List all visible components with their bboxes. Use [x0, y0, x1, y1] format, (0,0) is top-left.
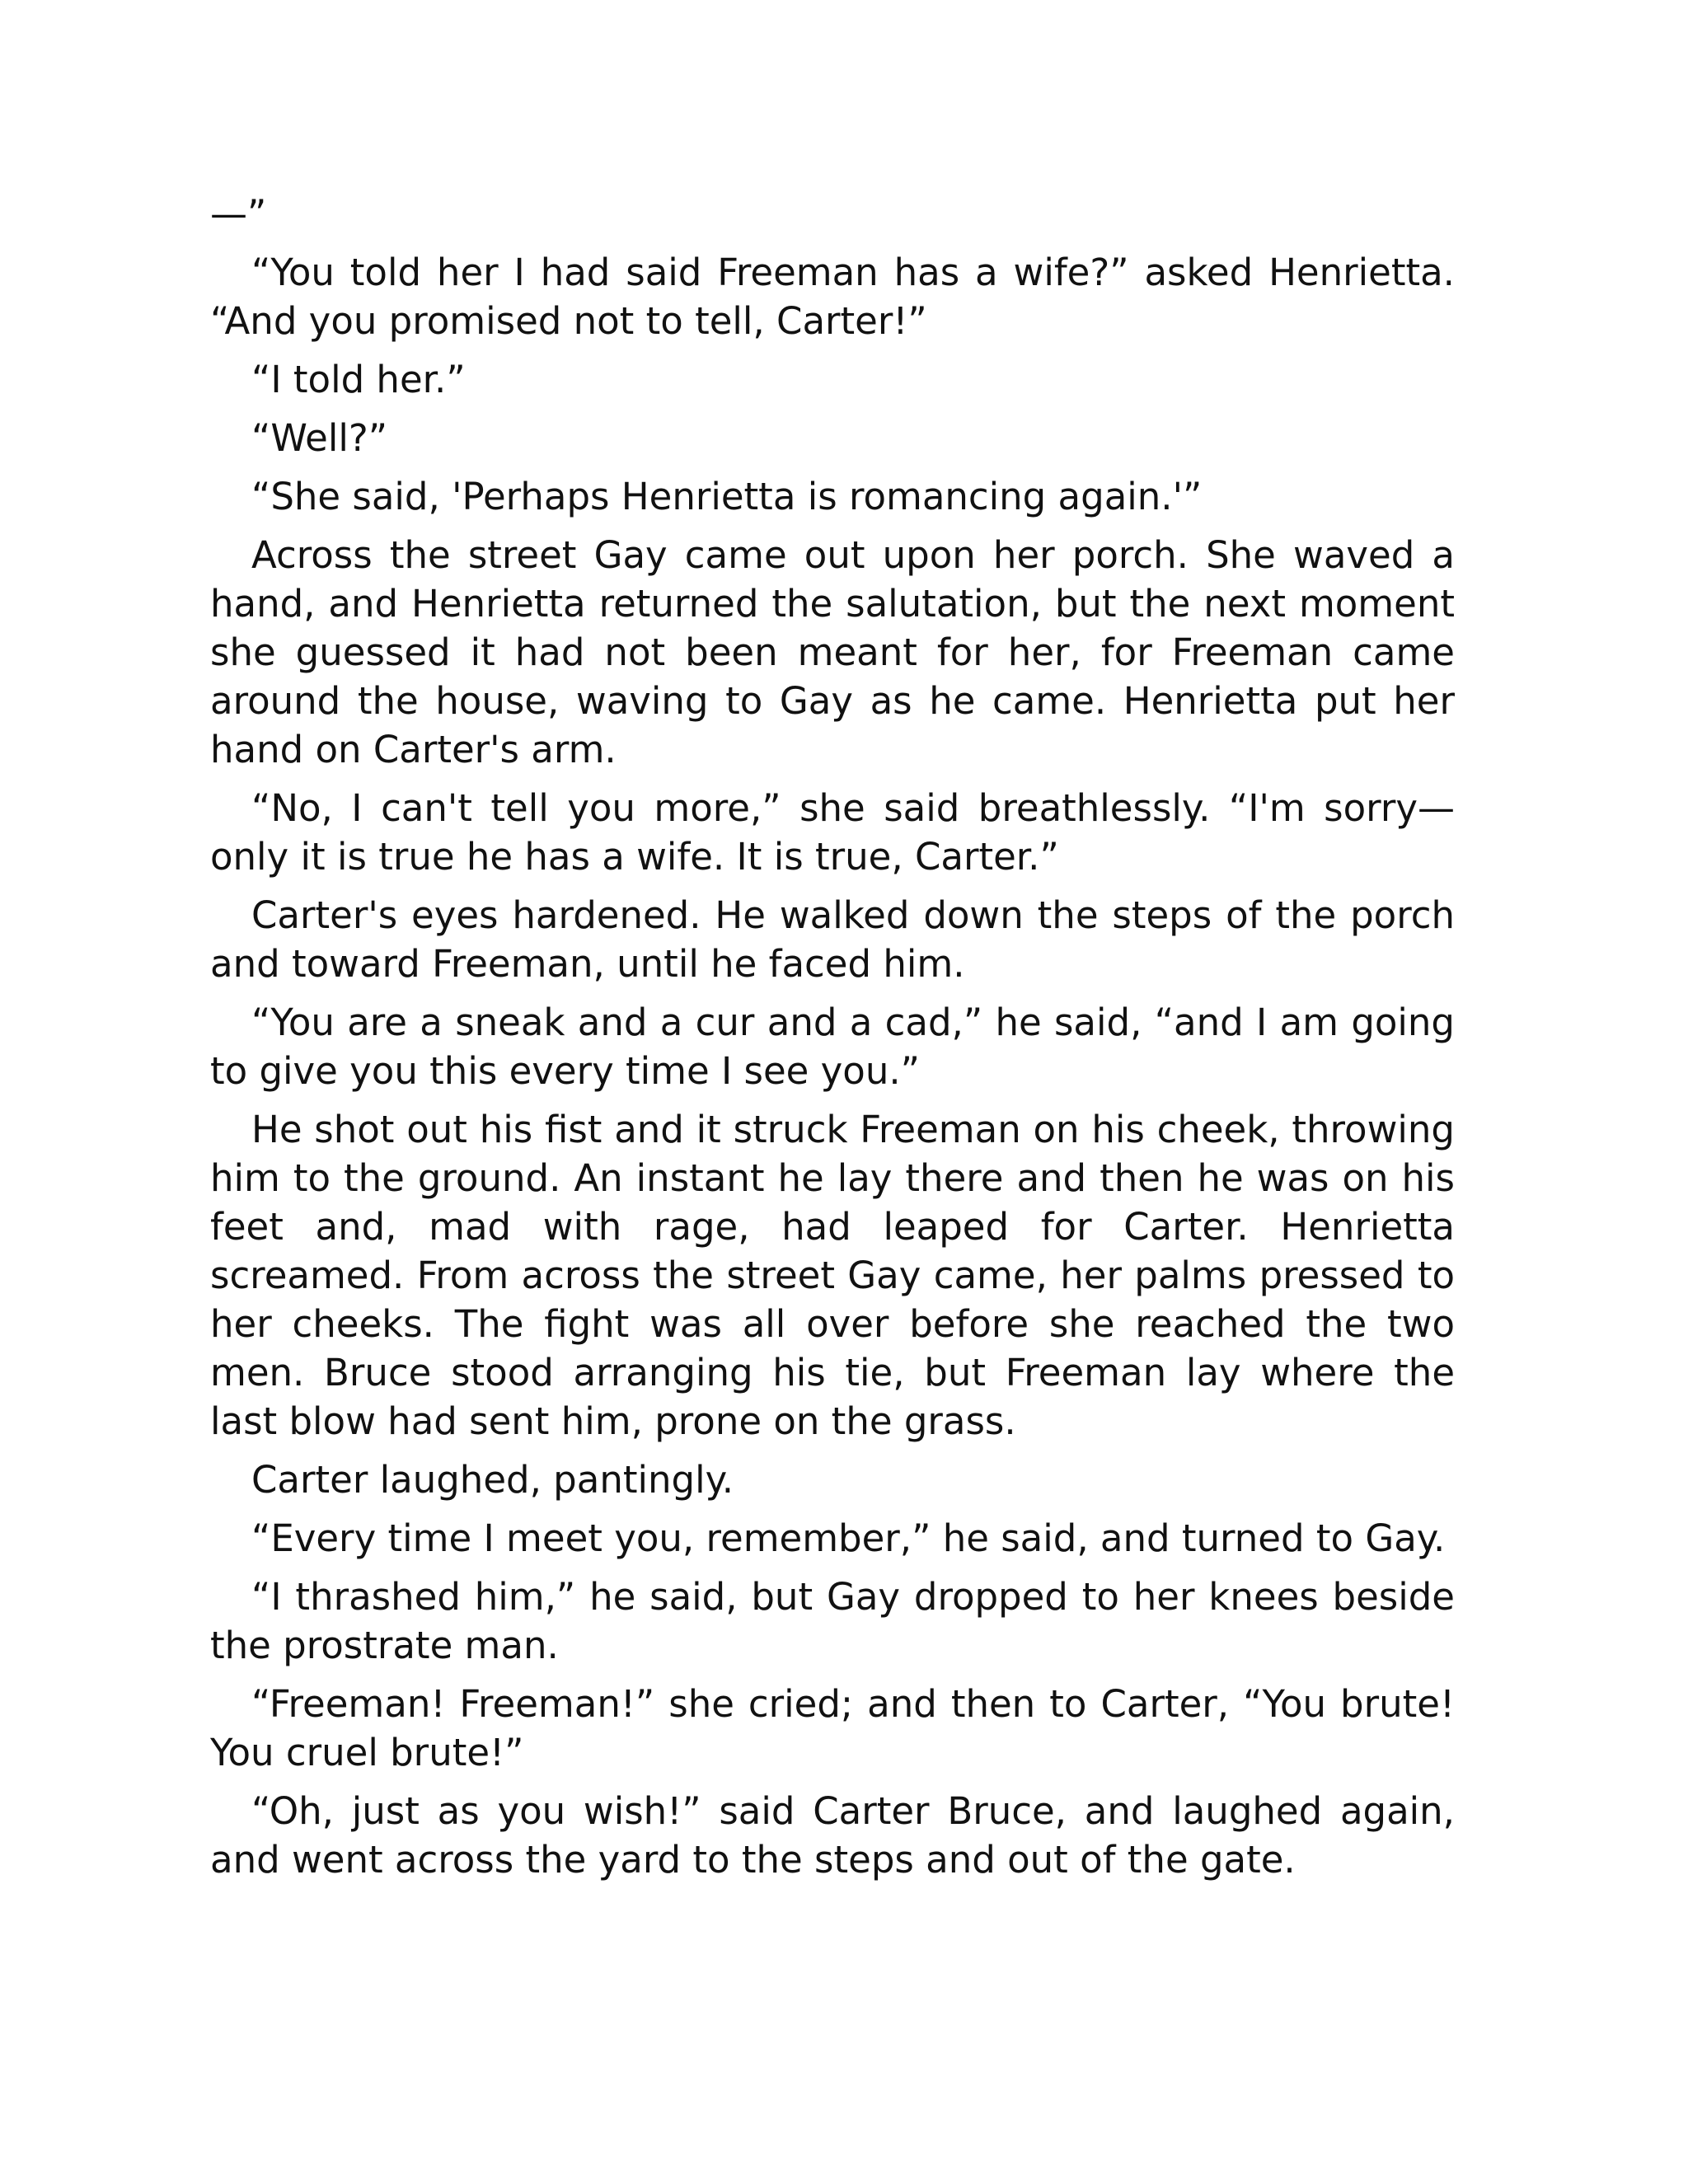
paragraph: “Oh, just as you wish!” said Carter Bruce, and laughed again, and went across the yard to the steps and out of the gate. [210, 1789, 1455, 1882]
paragraph-continuation: —” [210, 192, 267, 236]
paragraph: “Well?” [251, 416, 388, 460]
paragraph: “No, I can't tell you more,” she said breathlessly. “I'm sorry—only it is true he has a wife. It is true, Carter.” [210, 786, 1455, 879]
document-page [210, 190, 1455, 1894]
paragraph: He shot out his fist and it struck Freeman on his cheek, throwing him to the ground. An instant he lay there and then he was on his feet and, mad with rage, had leaped for Carter. Henrietta screamed. From across the street Gay came, her palms pressed to her cheeks. The fight was all over before she reached the two men. Bruce stood arranging his tie, but Freeman lay where the last blow had sent him, prone on the grass. [210, 1108, 1455, 1443]
paragraph: “You told her I had said Freeman has a wife?” asked Henrietta. “And you promised not to tell, Carter!” [210, 251, 1455, 343]
paragraph: Carter laughed, pantingly. [251, 1458, 734, 1502]
paragraph: “Every time I meet you, remember,” he said, and turned to Gay. [251, 1516, 1446, 1560]
paragraph: “I thrashed him,” he said, but Gay dropped to her knees beside the prostrate man. [210, 1575, 1455, 1667]
paragraph: “You are a sneak and a cur and a cad,” he said, “and I am going to give you this every time I see you.” [210, 1001, 1455, 1093]
paragraph: “She said, 'Perhaps Henrietta is romancing again.'” [251, 475, 1203, 518]
paragraph: “I told her.” [251, 358, 466, 401]
paragraph: Carter's eyes hardened. He walked down the steps of the porch and toward Freeman, until he faced him. [210, 893, 1455, 986]
paragraph: “Freeman! Freeman!” she cried; and then to Carter, “You brute! You cruel brute!” [210, 1682, 1455, 1774]
paragraph: Across the street Gay came out upon her porch. She waved a hand, and Henrietta returned the salutation, but the next moment she guessed it had not been meant for her, for Freeman came around the house, waving to Gay as he came. Henrietta put her hand on Carter's arm. [210, 533, 1455, 771]
